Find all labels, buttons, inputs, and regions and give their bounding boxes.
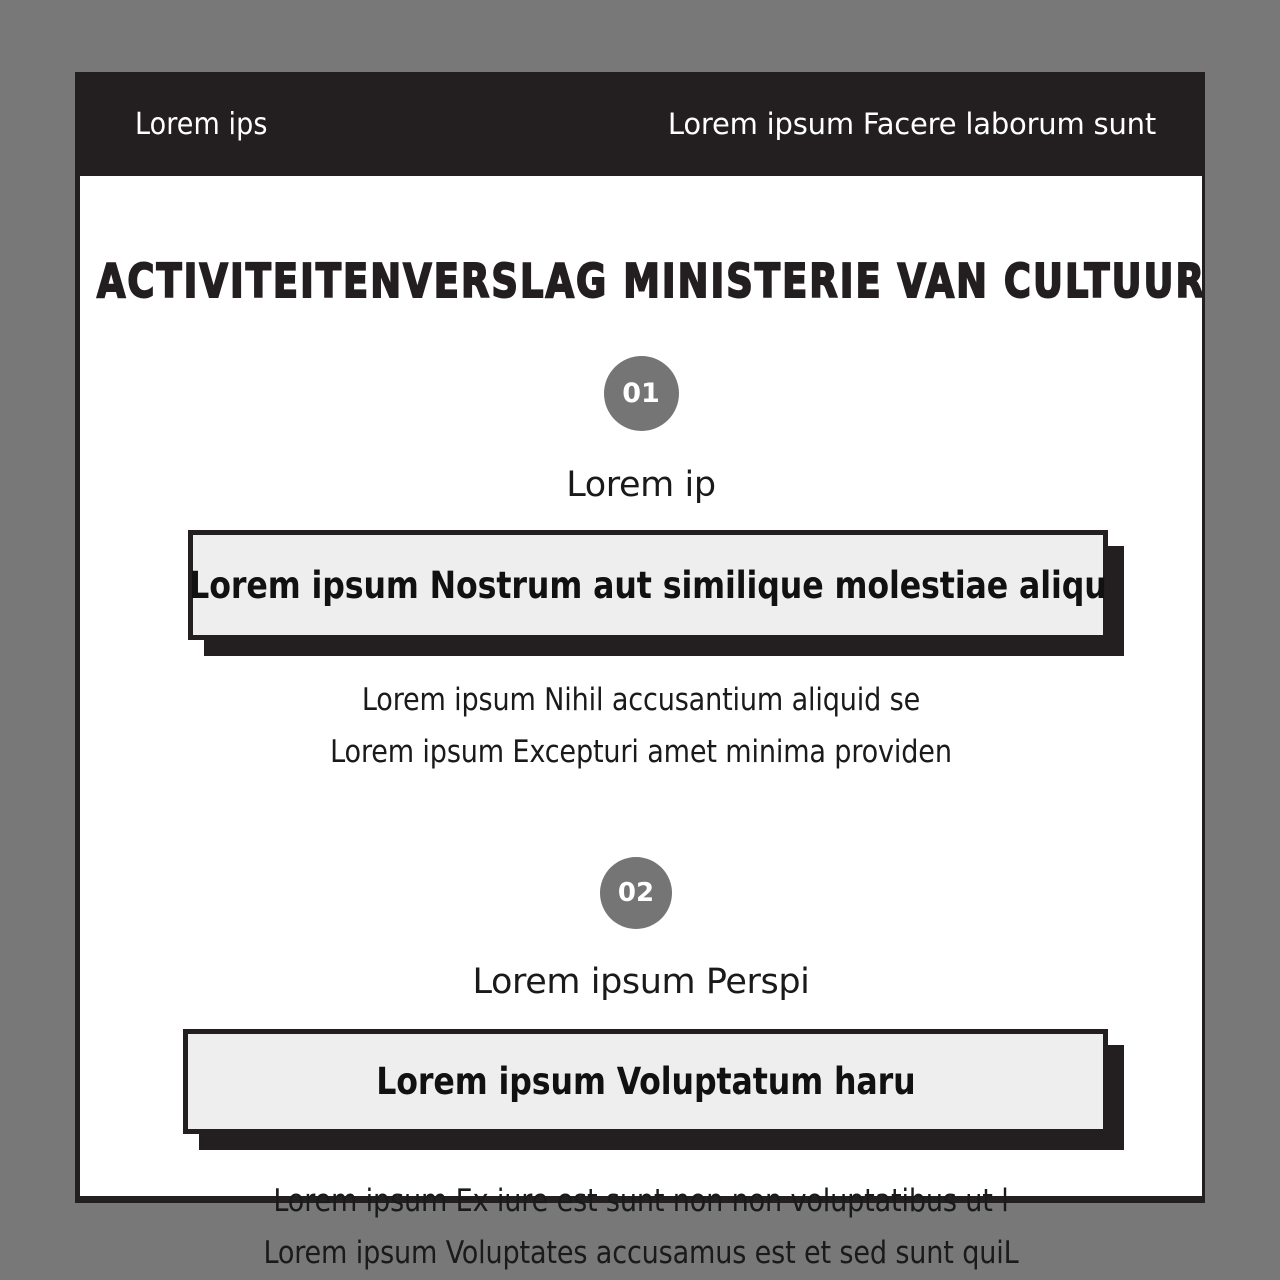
highlight-box-02[interactable] [183,1029,1108,1134]
section-subtitle-02: Lorem ipsum Perspi [472,962,810,1002]
highlight-wrap-01 [80,530,1202,660]
highlight-wrap-02 [80,1029,1202,1155]
highlight-text-01: Lorem ipsum Nostrum aut similique molestiae aliqu [189,563,1107,607]
section-01 [80,356,1202,770]
header-right-label: Lorem ipsum Facere laborum sunt [667,107,1156,141]
body-line-02-2: Lorem ipsum Voluptates accusamus est et sed sunt quiL [263,1235,1019,1271]
highlight-text-02: Lorem ipsum Voluptatum haru [375,1060,916,1103]
body-line-01-2: Lorem ipsum Excepturi amet minima providen [330,734,952,770]
document-page [75,72,1206,1271]
body-line-01-1: Lorem ipsum Nihil accusantium aliquid se [361,682,921,718]
highlight-box-01[interactable] [188,530,1108,640]
header-left-label: Lorem ips [135,106,268,142]
section-subtitle-01: Lorem ip [566,465,716,505]
body-line-02-1: Lorem ipsum Ex iure est sunt non non voluptatibus ut l [273,1183,1009,1219]
page-title: ACTIVITEITENVERSLAG MINISTERIE VAN CULTUUR [96,254,1206,308]
section-badge-02: 02 [600,857,672,929]
section-02 [80,857,1202,1271]
section-badge-01: 01 [604,356,679,431]
page-header-bar [80,72,1202,176]
page-content [80,176,1206,1271]
